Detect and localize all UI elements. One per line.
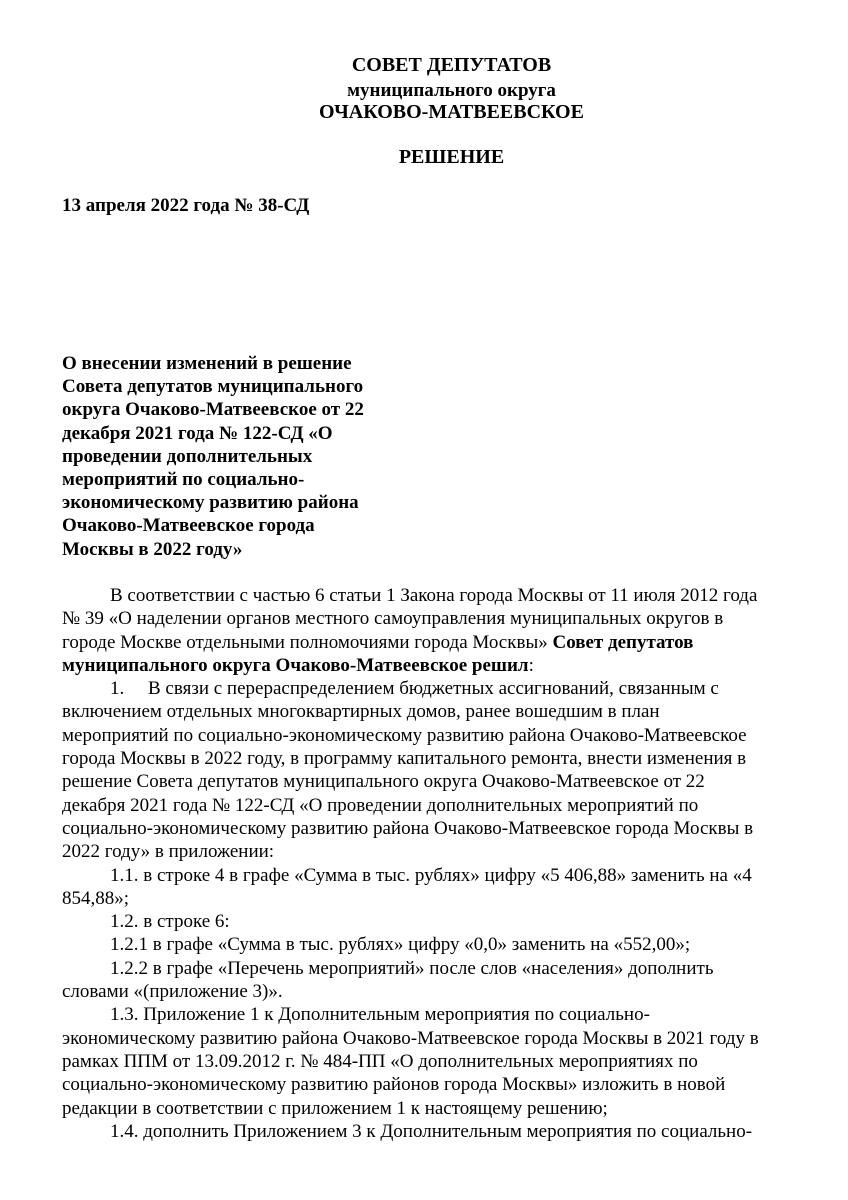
title-line: округа Очаково-Матвеевское от 22 <box>62 399 364 421</box>
body-line <box>62 654 808 677</box>
title-line: проведении дополнительных <box>62 445 313 467</box>
body-line: редакции в соответствии с приложением 1 к настоящему решению; <box>62 1097 608 1119</box>
decision-body <box>62 584 808 1143</box>
title-line: Совета депутатов муниципального <box>62 376 364 398</box>
body-line: декабря 2021 года № 122-СД «О проведении дополнительных мероприятий по <box>62 794 699 816</box>
title-line: Москвы в 2022 году» <box>62 538 243 560</box>
body-line: 2022 году» в приложении: <box>62 841 275 863</box>
body-line: № 39 «О наделении органов местного самоуправления муниципальных округов в <box>62 608 724 630</box>
body-line <box>62 631 808 654</box>
body-line: 1.3. Приложение 1 к Дополнительным мероприятия по социально- <box>110 1004 650 1026</box>
body-line: социально-экономическому развитию района Очаково-Матвеевское города Москвы в <box>62 817 754 839</box>
body-line: рамках ППМ от 13.09.2012 г. № 484-ПП «О дополнительных мероприятиях по <box>62 1050 698 1072</box>
title-line: экономическому развитию района <box>62 492 359 514</box>
decision-date-number: 13 апреля 2022 года № 38-СД <box>62 195 310 216</box>
body-text: : <box>528 654 534 676</box>
body-line: 1. В связи с перераспределением бюджетных ассигнований, связанным с <box>110 678 719 700</box>
body-line: словами «(приложение 3)». <box>62 981 283 1003</box>
body-line: 1.2. в строке 6: <box>110 911 230 933</box>
body-line: 1.2.1 в графе «Сумма в тыс. рублях» цифру «0,0» заменить на «552,00»; <box>110 934 691 956</box>
body-line: экономическому развитию района Очаково-Матвеевское города Москвы в 2021 году в <box>62 1027 759 1049</box>
title-line: декабря 2021 года № 122-СД «О <box>62 422 333 444</box>
title-line: Очаково-Матвеевское города <box>62 515 315 537</box>
district-name-heading: ОЧАКОВО-МАТВЕЕВСКОЕ <box>319 101 584 123</box>
body-line: социально-экономическому развитию районов города Москвы» изложить в новой <box>62 1074 726 1096</box>
body-line: 1.1. в строке 4 в графе «Сумма в тыс. рублях» цифру «5 406,88» заменить на «4 <box>110 864 752 886</box>
body-line: решение Совета депутатов муниципального округа Очаково-Матвеевское от 22 <box>62 771 705 793</box>
body-line: мероприятий по социально-экономическому развитию района Очаково-Матвеевское <box>62 724 747 746</box>
body-bold-text: Совет депутатов <box>552 631 694 653</box>
title-line: О внесении изменений в решение <box>62 353 352 374</box>
body-line: В соответствии с частью 6 статьи 1 Закона города Москвы от 11 июля 2012 года <box>110 585 758 606</box>
body-text: городе Москве отдельными полномочиями города Москвы» <box>62 631 548 653</box>
decision-title <box>62 352 392 561</box>
body-line: города Москвы в 2022 году, в программу капитального ремонта, внести изменения в <box>62 748 747 770</box>
body-line: 1.4. дополнить Приложением 3 к Дополнительным мероприятия по социально- <box>110 1120 753 1142</box>
title-line: мероприятий по социально- <box>62 469 305 491</box>
body-line: включением отдельных многоквартирных домов, ранее вошедшим в план <box>62 701 660 723</box>
body-line: 1.2.2 в графе «Перечень мероприятий» после слов «населения» дополнить <box>110 957 714 979</box>
council-heading: СОВЕТ ДЕПУТАТОВ <box>351 54 552 76</box>
body-line: 854,88»; <box>62 887 130 909</box>
document-type-heading: РЕШЕНИЕ <box>398 146 505 168</box>
district-type-heading: муниципального округа <box>347 80 556 101</box>
body-bold-text: муниципального округа Очаково-Матвеевское решил <box>62 654 529 676</box>
